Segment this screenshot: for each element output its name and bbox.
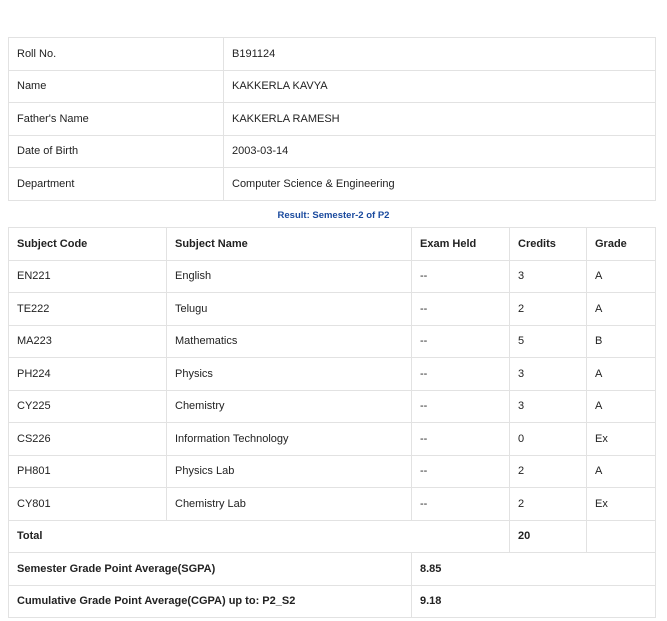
info-label: Father's Name bbox=[9, 103, 224, 136]
grade: A bbox=[587, 455, 656, 488]
marks-header-row bbox=[9, 228, 656, 261]
header-credits: Credits bbox=[510, 228, 587, 261]
exam-held: -- bbox=[412, 488, 510, 521]
info-row-father-name bbox=[9, 103, 656, 136]
total-credits: 20 bbox=[510, 520, 587, 553]
sgpa-row bbox=[9, 553, 656, 586]
grade: A bbox=[587, 358, 656, 391]
info-value: Computer Science & Engineering bbox=[224, 168, 656, 201]
grade: Ex bbox=[587, 423, 656, 456]
info-value: KAKKERLA KAVYA bbox=[224, 70, 656, 103]
cgpa-row bbox=[9, 585, 656, 618]
marks-table bbox=[8, 227, 656, 618]
info-row-roll-no bbox=[9, 38, 656, 71]
info-label: Name bbox=[9, 70, 224, 103]
subject-name: Physics bbox=[167, 358, 412, 391]
subject-code: CY225 bbox=[9, 390, 167, 423]
table-row bbox=[9, 488, 656, 521]
credits: 2 bbox=[510, 455, 587, 488]
subject-code: PH224 bbox=[9, 358, 167, 391]
subject-name: Information Technology bbox=[167, 423, 412, 456]
grade: Ex bbox=[587, 488, 656, 521]
info-row-name bbox=[9, 70, 656, 103]
table-row bbox=[9, 455, 656, 488]
table-row bbox=[9, 358, 656, 391]
info-row-department bbox=[9, 168, 656, 201]
subject-name: Mathematics bbox=[167, 325, 412, 358]
subject-name: Physics Lab bbox=[167, 455, 412, 488]
subject-code: PH801 bbox=[9, 455, 167, 488]
sgpa-label: Semester Grade Point Average(SGPA) bbox=[9, 553, 412, 586]
credits: 2 bbox=[510, 488, 587, 521]
subject-name: English bbox=[167, 260, 412, 293]
subject-name: Telugu bbox=[167, 293, 412, 326]
subject-code: CS226 bbox=[9, 423, 167, 456]
grade: A bbox=[587, 390, 656, 423]
student-info-table bbox=[8, 37, 656, 201]
info-label: Department bbox=[9, 168, 224, 201]
info-label: Roll No. bbox=[9, 38, 224, 71]
exam-held: -- bbox=[412, 358, 510, 391]
credits: 5 bbox=[510, 325, 587, 358]
info-label: Date of Birth bbox=[9, 135, 224, 168]
subject-name: Chemistry Lab bbox=[167, 488, 412, 521]
total-label: Total bbox=[9, 520, 510, 553]
cgpa-value: 9.18 bbox=[412, 585, 656, 618]
header-subject-name: Subject Name bbox=[167, 228, 412, 261]
total-row bbox=[9, 520, 656, 553]
exam-held: -- bbox=[412, 325, 510, 358]
table-row bbox=[9, 423, 656, 456]
exam-held: -- bbox=[412, 390, 510, 423]
header-grade: Grade bbox=[587, 228, 656, 261]
total-grade-empty bbox=[587, 520, 656, 553]
grade: B bbox=[587, 325, 656, 358]
table-row bbox=[9, 390, 656, 423]
table-row bbox=[9, 293, 656, 326]
header-subject-code: Subject Code bbox=[9, 228, 167, 261]
credits: 3 bbox=[510, 390, 587, 423]
info-value: 2003-03-14 bbox=[224, 135, 656, 168]
subject-code: EN221 bbox=[9, 260, 167, 293]
result-title: Result: Semester-2 of P2 bbox=[277, 210, 390, 221]
info-value: B191124 bbox=[224, 38, 656, 71]
credits: 3 bbox=[510, 358, 587, 391]
credits: 2 bbox=[510, 293, 587, 326]
credits: 0 bbox=[510, 423, 587, 456]
subject-code: CY801 bbox=[9, 488, 167, 521]
credits: 3 bbox=[510, 260, 587, 293]
subject-code: TE222 bbox=[9, 293, 167, 326]
info-value: KAKKERLA RAMESH bbox=[224, 103, 656, 136]
grade: A bbox=[587, 260, 656, 293]
header-exam-held: Exam Held bbox=[412, 228, 510, 261]
subject-name: Chemistry bbox=[167, 390, 412, 423]
grade: A bbox=[587, 293, 656, 326]
exam-held: -- bbox=[412, 293, 510, 326]
table-row bbox=[9, 260, 656, 293]
exam-held: -- bbox=[412, 260, 510, 293]
subject-code: MA223 bbox=[9, 325, 167, 358]
exam-held: -- bbox=[412, 455, 510, 488]
exam-held: -- bbox=[412, 423, 510, 456]
table-row bbox=[9, 325, 656, 358]
cgpa-label: Cumulative Grade Point Average(CGPA) up to: P2_S2 bbox=[9, 585, 412, 618]
info-row-dob bbox=[9, 135, 656, 168]
sgpa-value: 8.85 bbox=[412, 553, 656, 586]
